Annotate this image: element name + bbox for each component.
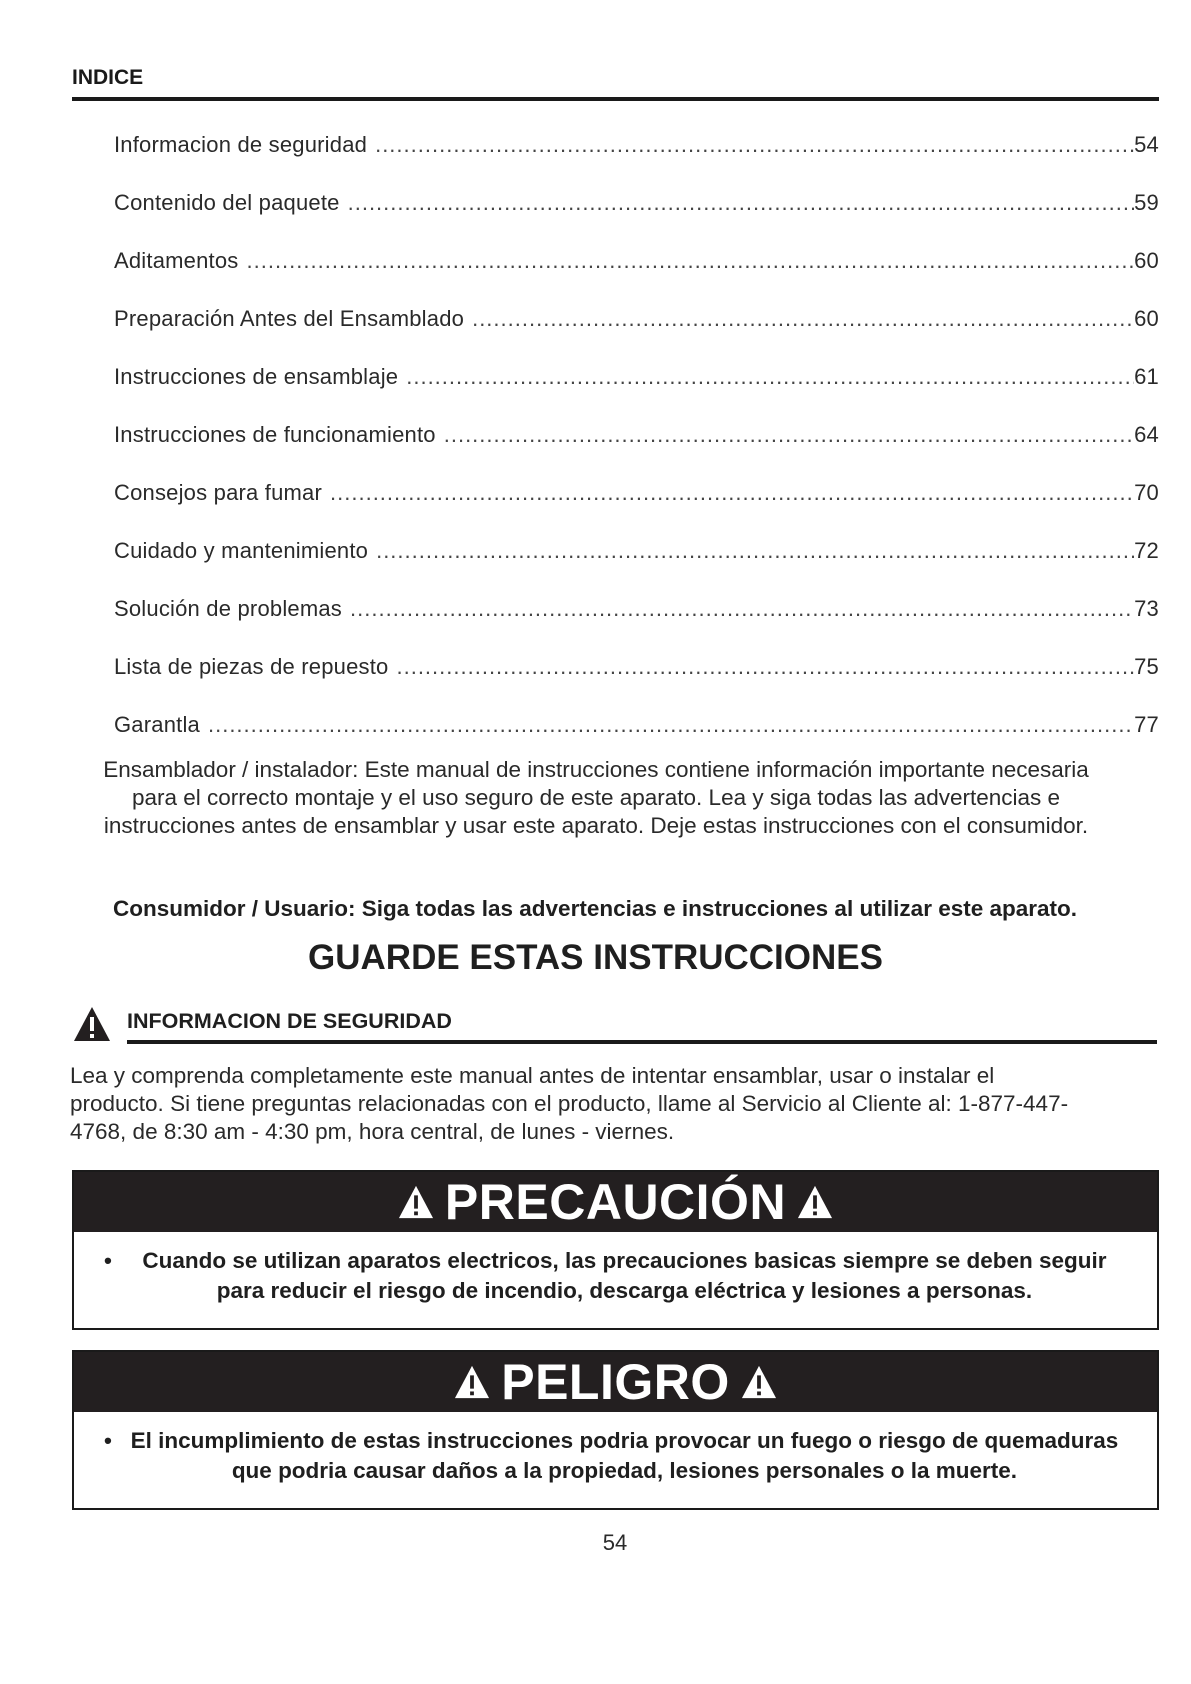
toc-leader-dots (376, 538, 1134, 564)
toc-entry-title: Consejos para fumar (114, 480, 323, 505)
toc-entry-title: Cuidado y mantenimiento (114, 538, 369, 563)
toc-leader-dots (330, 480, 1134, 506)
page-number: 54 (602, 1530, 628, 1555)
toc-entry-page: 72 (1134, 538, 1159, 563)
caution-message (74, 1232, 1157, 1306)
toc-leader-dots (208, 712, 1134, 738)
toc-entry-page: 64 (1134, 422, 1159, 447)
warning-triangle-icon (453, 1364, 491, 1400)
toc-entry-page: 54 (1134, 132, 1159, 157)
warning-triangle-icon (72, 1005, 112, 1043)
toc-entry-title: Aditamentos (114, 248, 239, 273)
danger-label: PELIGRO (501, 1354, 730, 1410)
toc-entry (114, 190, 1159, 248)
safety-section-header (72, 1005, 1157, 1045)
toc-entry-page: 73 (1134, 596, 1159, 621)
safety-section-divider (127, 1040, 1157, 1044)
danger-box (72, 1350, 1159, 1510)
toc-entry-title: Informacion de seguridad (114, 132, 368, 157)
consumer-notice: Consumidor / Usuario: Siga todas las advertencias e instrucciones al utilizar este aparato. (112, 896, 1078, 921)
toc-leader-dots (375, 132, 1134, 158)
safety-intro: Lea y comprenda completamente este manual antes de intentar ensamblar, usar o instalar el producto. Si tiene preguntas relacionadas con el producto, llame al Servicio al Cliente al: 1-877-447-4768, de 8:30 am - 4:30 pm, hora central, de lunes - viernes. (70, 1063, 1069, 1144)
toc-entry (114, 132, 1159, 190)
safety-section-title: INFORMACION DE SEGURIDAD (127, 1009, 452, 1033)
toc-leader-dots (396, 654, 1134, 680)
danger-banner (74, 1352, 1157, 1412)
warning-triangle-icon (740, 1364, 778, 1400)
toc-entry-page: 75 (1134, 654, 1159, 679)
toc-entry-page: 61 (1134, 364, 1159, 389)
caution-box (72, 1170, 1159, 1330)
toc-entry (114, 364, 1159, 422)
warning-triangle-icon (397, 1184, 435, 1220)
toc-entry-title: Instrucciones de ensamblaje (114, 364, 399, 389)
table-of-contents (114, 132, 1159, 770)
danger-message (74, 1412, 1157, 1486)
heading-divider (72, 97, 1159, 101)
toc-leader-dots (444, 422, 1134, 448)
toc-entry-page: 77 (1134, 712, 1159, 737)
save-instructions-title: GUARDE ESTAS INSTRUCCIONES (308, 938, 883, 977)
toc-entry-title: Solución de problemas (114, 596, 343, 621)
caution-text: Cuando se utilizan aparatos electricos, las precauciones basicas siempre se deben seguir para reducir el riesgo de incendio, descarga eléctrica y lesiones a personas. (142, 1248, 1107, 1303)
toc-leader-dots (247, 248, 1135, 274)
bullet-marker: • (104, 1248, 112, 1273)
toc-entry-title: Instrucciones de funcionamiento (114, 422, 436, 447)
toc-entry (114, 480, 1159, 538)
toc-entry-title: Garantla (114, 712, 200, 737)
toc-entry (114, 248, 1159, 306)
toc-leader-dots (350, 596, 1134, 622)
toc-entry-page: 70 (1134, 480, 1159, 505)
toc-entry-page: 59 (1134, 190, 1159, 215)
toc-entry-title: Contenido del paquete (114, 190, 340, 215)
danger-text: El incumplimiento de estas instrucciones podria provocar un fuego o riesgo de quemaduras que podria causar daños a la propiedad, lesiones personales o la muerte. (130, 1428, 1119, 1483)
toc-entry (114, 422, 1159, 480)
caution-banner (74, 1172, 1157, 1232)
toc-leader-dots (348, 190, 1135, 216)
index-heading: INDICE (72, 66, 144, 89)
toc-entry-page: 60 (1134, 306, 1159, 331)
bullet-marker: • (104, 1428, 112, 1453)
toc-entry-title: Preparación Antes del Ensamblado (114, 306, 465, 331)
toc-entry (114, 538, 1159, 596)
toc-entry (114, 306, 1159, 364)
toc-leader-dots (472, 306, 1134, 332)
toc-entry (114, 596, 1159, 654)
caution-label: PRECAUCIÓN (444, 1174, 787, 1230)
toc-leader-dots (406, 364, 1134, 390)
warning-triangle-icon (796, 1184, 834, 1220)
toc-entry (114, 654, 1159, 712)
toc-entry-page: 60 (1134, 248, 1159, 273)
toc-entry-title: Lista de piezas de repuesto (114, 654, 389, 679)
installer-notice: Ensamblador / instalador: Este manual de instrucciones contiene información importante necesaria para el correcto montaje y el uso seguro de este aparato. Lea y siga todas las advertencias e instrucciones antes de ensamblar y usar este aparato. Deje estas instrucciones con el consumidor. (103, 757, 1089, 838)
